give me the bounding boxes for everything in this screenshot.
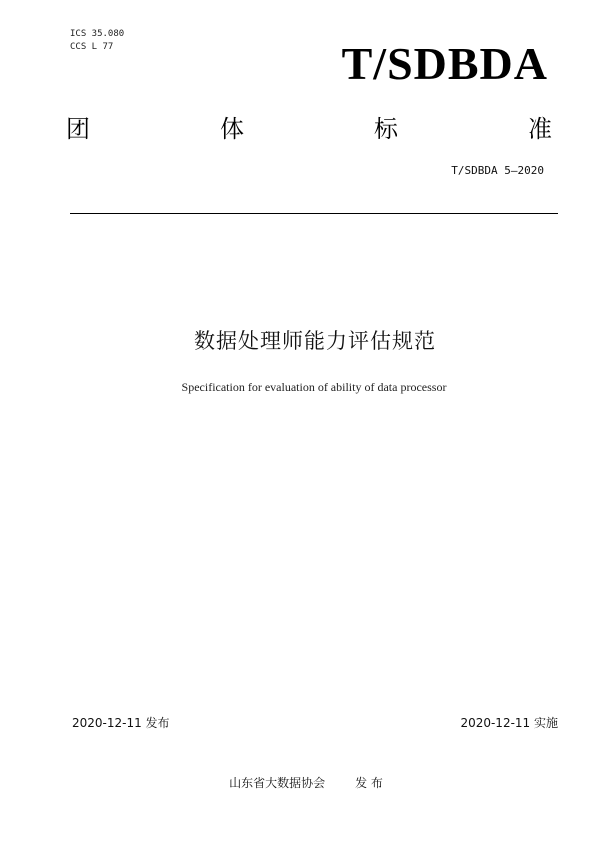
- standard-brand: T/SDBDA: [341, 38, 548, 89]
- ics-code: ICS 35.080: [70, 29, 125, 39]
- publisher-name: 山东省大数据协会: [229, 776, 326, 790]
- header-divider: [70, 213, 558, 214]
- standard-number: T/SDBDA 5—2020: [451, 164, 544, 177]
- classification-codes: [70, 28, 124, 54]
- standard-type-char: 体: [220, 115, 244, 143]
- standard-type-char: 团: [66, 115, 90, 143]
- ccs-code: CCS L 77: [70, 42, 114, 52]
- standard-type-char: 标: [374, 115, 398, 143]
- implementation-date: 2020-12-11 实施: [460, 716, 558, 730]
- document-title-zh: 数据处理师能力评估规范: [194, 329, 436, 353]
- standard-type-char: 准: [528, 115, 552, 143]
- standard-type-heading: [66, 114, 552, 144]
- issue-date: 2020-12-11 发布: [72, 716, 170, 730]
- publish-action: 发 布: [355, 776, 383, 790]
- publisher-line: [0, 775, 600, 791]
- document-title-en: Specification for evaluation of ability of data processor: [181, 380, 447, 394]
